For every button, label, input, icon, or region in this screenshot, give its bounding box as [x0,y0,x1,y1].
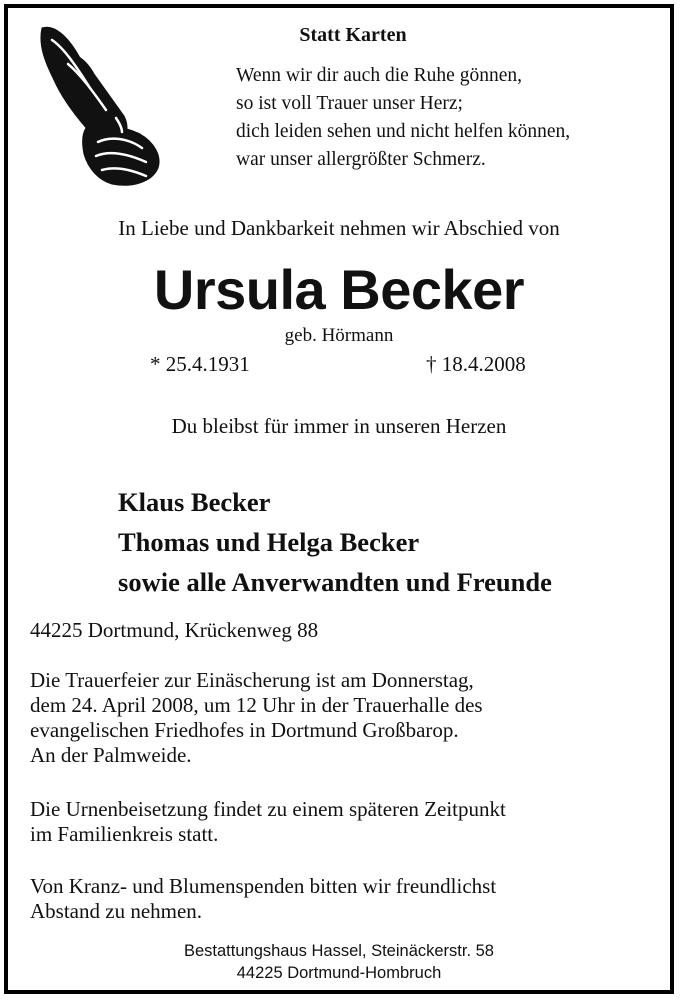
mourner: sowie alle Anverwandten und Freunde [118,567,552,597]
ceremony-paragraph [30,668,670,768]
death-date: † 18.4.2008 [426,352,526,376]
paragraph-line: Von Kranz- und Blumenspenden bitten wir freundlichst [30,874,497,898]
mourners-list [118,482,552,602]
notice-heading: Statt Karten [299,24,407,46]
poem-line: so ist voll Trauer unser Herz; [236,93,463,114]
maiden-name: geb. Hörmann [284,325,394,346]
poem-line: dich leiden sehen und nicht helfen können, [236,121,571,142]
burial-paragraph [30,797,670,847]
footer-line: 44225 Dortmund-Hombruch [236,964,442,982]
poem [236,62,570,174]
paragraph-line: im Familienkreis statt. [30,822,219,846]
funeral-home-footer [8,940,670,984]
flowers-paragraph [30,874,670,924]
birth-date: * 25.4.1931 [150,352,250,376]
paragraph-line: Abstand zu nehmen. [30,899,203,923]
mourner: Thomas und Helga Becker [118,527,420,557]
obituary-notice [4,4,674,994]
mourner: Klaus Becker [118,487,271,517]
footer-line: Bestattungshaus Hassel, Steinäckerstr. 58 [183,942,494,960]
intro-text: In Liebe und Dankbarkeit nehmen wir Abschied von [118,216,560,240]
praying-hands-icon [28,18,168,193]
paragraph-line: Die Urnenbeisetzung findet zu einem späteren Zeitpunkt [30,797,506,821]
paragraph-line: evangelischen Friedhofes in Dortmund Großbarop. [30,718,459,742]
poem-line: Wenn wir dir auch die Ruhe gönnen, [236,65,522,86]
paragraph-line: An der Palmweide. [30,743,192,767]
paragraph-line: dem 24. April 2008, um 12 Uhr in der Trauerhalle des [30,693,483,717]
motto: Du bleibst für immer in unseren Herzen [171,414,507,438]
paragraph-line: Die Trauerfeier zur Einäscherung ist am Donnerstag, [30,668,474,692]
poem-line: war unser allergrößter Schmerz. [236,149,486,170]
family-address: 44225 Dortmund, Krückenweg 88 [30,618,319,642]
deceased-name: Ursula Becker [153,258,525,321]
